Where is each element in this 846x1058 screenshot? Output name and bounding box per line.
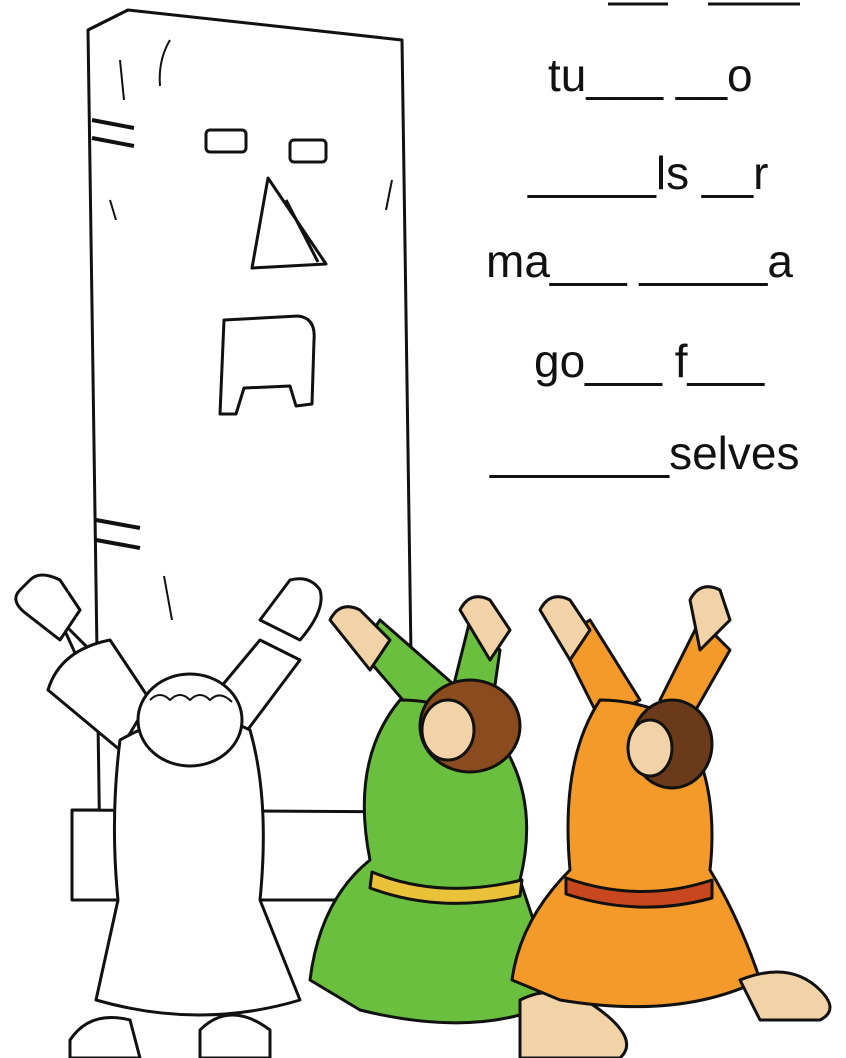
worshipper-left-head: [138, 674, 242, 766]
puzzle-line-1: tu___ __o: [548, 49, 753, 101]
idol-eye-left: [206, 130, 246, 152]
worshipper-green-face: [422, 700, 474, 760]
puzzle-line-2: _____ls __r: [528, 147, 769, 199]
puzzle-line-3: ma___ _____a: [486, 235, 793, 287]
puzzle-line-4: go___ f___: [534, 335, 765, 387]
puzzle-line-5: _______selves: [490, 427, 800, 479]
worshipper-orange-face: [628, 720, 672, 776]
idol-eye-right: [290, 140, 326, 162]
worshipper-orange: [512, 587, 830, 1020]
